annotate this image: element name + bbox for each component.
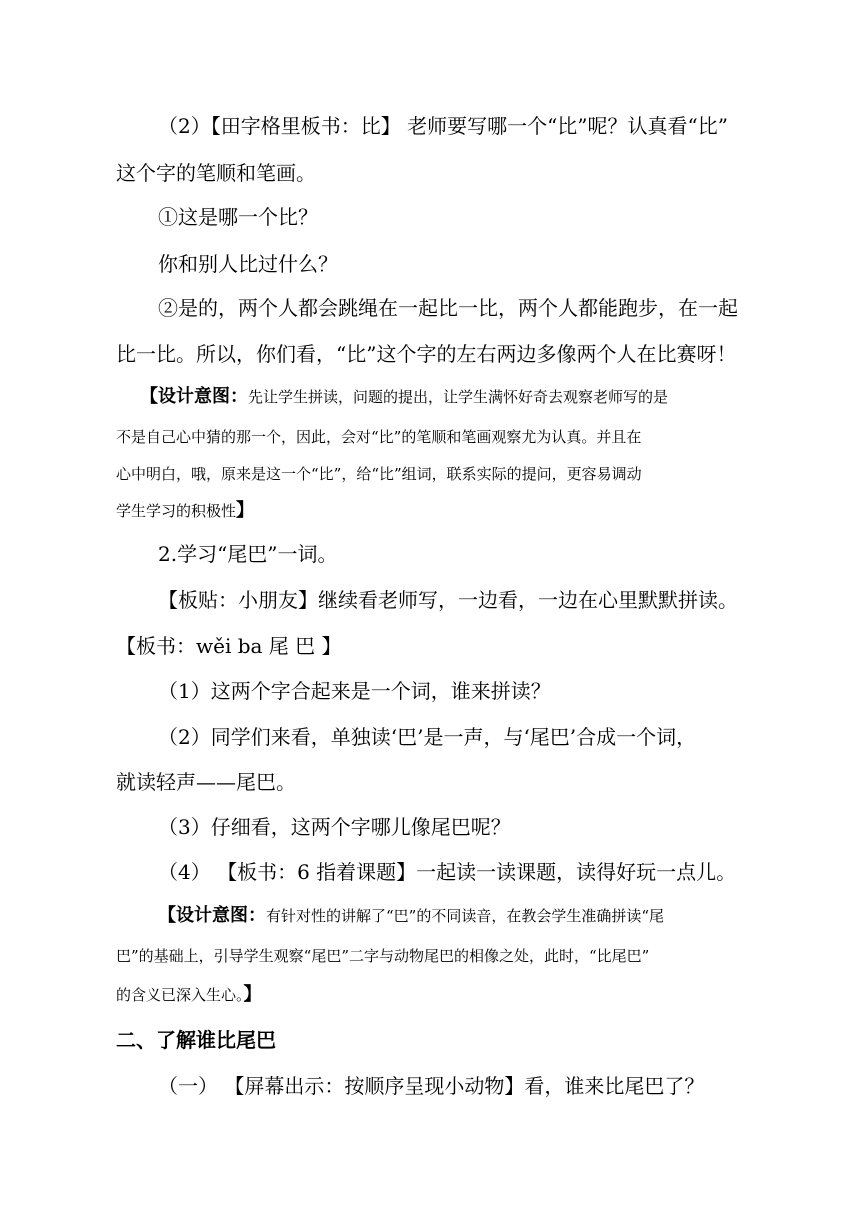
design-intent-line bbox=[140, 385, 668, 409]
paragraph-line: （2）【田字格里板书：比】 老师要写哪一个“比”呢？认真看“比” bbox=[158, 114, 728, 138]
board-writing-line: 【板书：wěi ba 尾 巴 】 bbox=[116, 634, 342, 658]
design-intent-line: 不是自己心中猜的那一个，因此，会对“比”的笔顺和笔画观察尤为认真。并且在 bbox=[116, 428, 642, 446]
design-intent-label: 【设计意图： bbox=[140, 386, 248, 407]
design-intent-label: 【设计意图： bbox=[158, 905, 266, 926]
paragraph-line: ②是的，两个人都会跳绳在一起比一比，两个人都能跑步，在一起 bbox=[158, 296, 738, 320]
paragraph-line: （3）仔细看，这两个字哪儿像尾巴呢？ bbox=[158, 815, 511, 839]
design-intent-text: 的含义已深入生心。 bbox=[116, 986, 244, 1004]
design-intent-text: 学生学习的积极性 bbox=[116, 502, 237, 520]
paragraph-line: （4） 【板书：6 指着课题】一起读一读课题，读得好玩一点儿。 bbox=[158, 860, 737, 884]
paragraph-line: 【板贴：小朋友】继续看老师写，一边看，一边在心里默默拼读。 bbox=[158, 588, 738, 612]
design-intent-close: 】 bbox=[236, 500, 255, 521]
paragraph-line: （2）同学们来看，单独读‘巴’是一声，与‘尾巴’合成一个词， bbox=[158, 725, 697, 749]
design-intent-line: 心中明白，哦，原来是这一个“比”，给“比”组词，联系实际的提问，更容易调动 bbox=[116, 465, 642, 483]
paragraph-line: 这个字的笔顺和笔画。 bbox=[116, 161, 316, 185]
paragraph-line: ①这是哪一个比？ bbox=[158, 205, 318, 229]
design-intent-line bbox=[116, 499, 254, 523]
section-heading: 二、了解谁比尾巴 bbox=[116, 1028, 276, 1052]
design-intent-line bbox=[158, 904, 664, 928]
paragraph-line: （1）这两个字合起来是一个词，谁来拼读？ bbox=[158, 679, 551, 703]
design-intent-text: 有针对性的讲解了“巴”的不同读音，在教会学生准确拼读“尾 bbox=[266, 907, 665, 925]
design-intent-text: 先让学生拼读，问题的提出，让学生满怀好奇去观察老师写的是 bbox=[248, 388, 669, 406]
paragraph-line: 比一比。所以，你们看，“比”这个字的左右两边多像两个人在比赛呀！ bbox=[116, 342, 737, 366]
design-intent-close: 】 bbox=[243, 984, 262, 1005]
design-intent-line: 巴”的基础上，引导学生观察“尾巴”二字与动物尾巴的相像之处，此时，“比尾巴” bbox=[116, 947, 650, 965]
paragraph-line: 2.学习“尾巴”一词。 bbox=[158, 542, 338, 566]
paragraph-line: 你和别人比过什么？ bbox=[158, 252, 338, 276]
paragraph-line: （一） 【屏幕出示：按顺序呈现小动物】看，谁来比尾巴了？ bbox=[158, 1074, 705, 1098]
paragraph-line: 就读轻声——尾巴。 bbox=[116, 770, 296, 794]
design-intent-line bbox=[116, 983, 262, 1007]
